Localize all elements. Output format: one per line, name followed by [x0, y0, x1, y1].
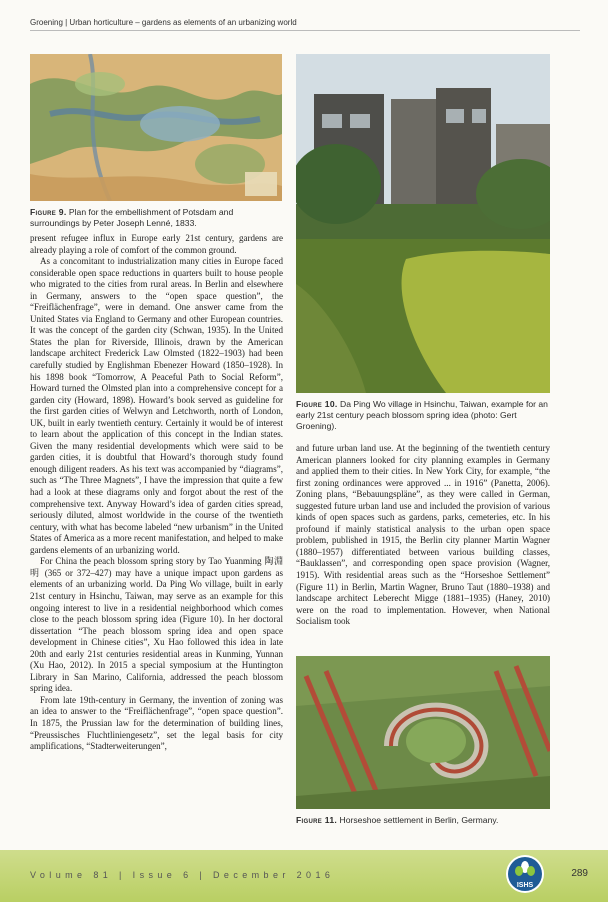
page-number: 289	[571, 868, 588, 879]
paragraph: From late 19th-century in Germany, the invention of zoning was an idea to answer to the “Freiflächenfrage”, “open space question”. In 1875, the Prussian law for the determination of building lines, “Preussisches Fluchtliniengesetz”, set the legal basis for city amplifications, “Stadterweiterungen”,	[30, 694, 283, 752]
logo-text: ISHS	[516, 882, 534, 889]
figure-10-caption	[296, 399, 550, 432]
page-footer	[0, 850, 608, 902]
figure-9-caption-text: Plan for the embellishment of Potsdam and surroundings by Peter Joseph Lenné, 1833.	[30, 207, 234, 228]
ishs-logo	[504, 854, 546, 898]
figure-11-aerial-photo	[296, 656, 550, 809]
body-column-right	[296, 443, 550, 628]
body-column-left	[30, 233, 283, 753]
figure-11-caption	[296, 815, 550, 826]
paragraph: As a concomitant to industrialization many cities in Europe faced considerable open space reductions in quarters built to house people who migrated to the cities from rural areas. In Berlin and elsewhere in Germany, answers to the “open space question”, the “Freiflächenfrage”, were in demand. One answer came from the United States via England to Germany and other European countries. It was the concept of the garden city (Schwan, 1935). In the United States the plan for Riverside, Illinois, drawn by the American landscape architect Frederick Law Olmsted (1822–1903) had been carefully studied by Englishman Ebenezer Howard (1850–1928). In his 1898 book “Tomorrow, A Peaceful Path to Social Reform”, Howard turned the Olmsted plan into a comprehensive concept for a garden city (Howard, 1898). Howard’s book served as guideline for the first garden cities of Welwyn and Letchworth, north of London, UK, built in early twentieth century. Certainly it would be of interest to learn about the application of this concept in the Indian states. Given the many residential developments which were said to be garden cities, it is doubtful that Howard’s thorough study found enough diligent readers. As his text was accompanied by “diagrams”, such as “The Three Magnets”, I have the impression that quite a few had a look at these diagrams only and forgot about the rest of the comprehensive text. Anyway Howard’s idea of garden cities spread, seriously diluted, almost worldwide in the course of the twentieth century, with what has become labeled “new urbanism” in the United States of America as a more recent manifestation, and helped to make gardens elements of an urbanizing world.	[30, 256, 283, 555]
ishs-logo-icon	[504, 854, 546, 898]
figure-9-label: Figure 9.	[30, 207, 67, 217]
figure-10-label: Figure 10.	[296, 399, 338, 409]
paragraph: and future urban land use. At the beginning of the twentieth century American planners looked for city planning examples in Germany and applied them to their cities. In New York City, for example, “the first zoning ordinances were approved ... in 1916” (Panetta, 2006). Zoning plans, “Bebauungspläne”, as they were called in German, suggested future urban land use and included the provision of various kinds of open spaces such as gardens, parks, cemeteries, etc. In his profound if mainly statistical analysis to the urban open space problem, published in 1915, the Berlin city planner Martin Wagner (1880–1957) differentiated between various building classes, “Bauklassen”, and corresponding open space provision (Wagner, 1915). With residential areas such as the “Horseshoe Settlement” (Figure 11) in Berlin, Martin Wagner, Bruno Taut (1880–1938) and landscape architect Leberecht Migge (1881–1935) (Haney, 2010) were on the road to implementation. However, when National Socialism took	[296, 443, 550, 627]
running-head: Groening | Urban horticulture – gardens as elements of an urbanizing world	[30, 18, 580, 31]
figure-11-caption-text: Horseshoe settlement in Berlin, Germany.	[339, 815, 499, 825]
paragraph: For China the peach blossom spring story by Tao Yuanming 陶淵明 (365 or 372–427) may have a unique impact upon gardens as elements of an urbanizing world. Da Ping Wo village, built in early 21st century in Hsinchu, Taiwan, may serve as an example for this ongoing interest to live in a residential neighborhood which comes close to the peach blossom spring idea (Figure 10). In her doctoral dissertation “The peach blossom spring idea and open space development in Chinese cities”, Xu Hao followed this idea in late 20th and early 21st centuries residential areas in Kunming, Yunnan (Xu Hao, 2012). In 2015 a special symposium at the Huntington Library in San Marino, California, addressed the peach blossom spring idea.	[30, 556, 283, 694]
figure-11-label: Figure 11.	[296, 815, 338, 825]
figure-10-caption-text: Da Ping Wo village in Hsinchu, Taiwan, example for an early 21st century peach blossom spring idea (photo: Gert Groening).	[296, 399, 548, 431]
issue-line: Volume 81 | Issue 6 | December 2016	[30, 870, 335, 880]
paragraph: present refugee influx in Europe early 21st century, gardens are already playing a role of comfort of the common ground.	[30, 233, 283, 255]
figure-9-map-image	[30, 54, 282, 201]
figure-10-photo	[296, 54, 550, 393]
figure-9-caption	[30, 207, 283, 229]
